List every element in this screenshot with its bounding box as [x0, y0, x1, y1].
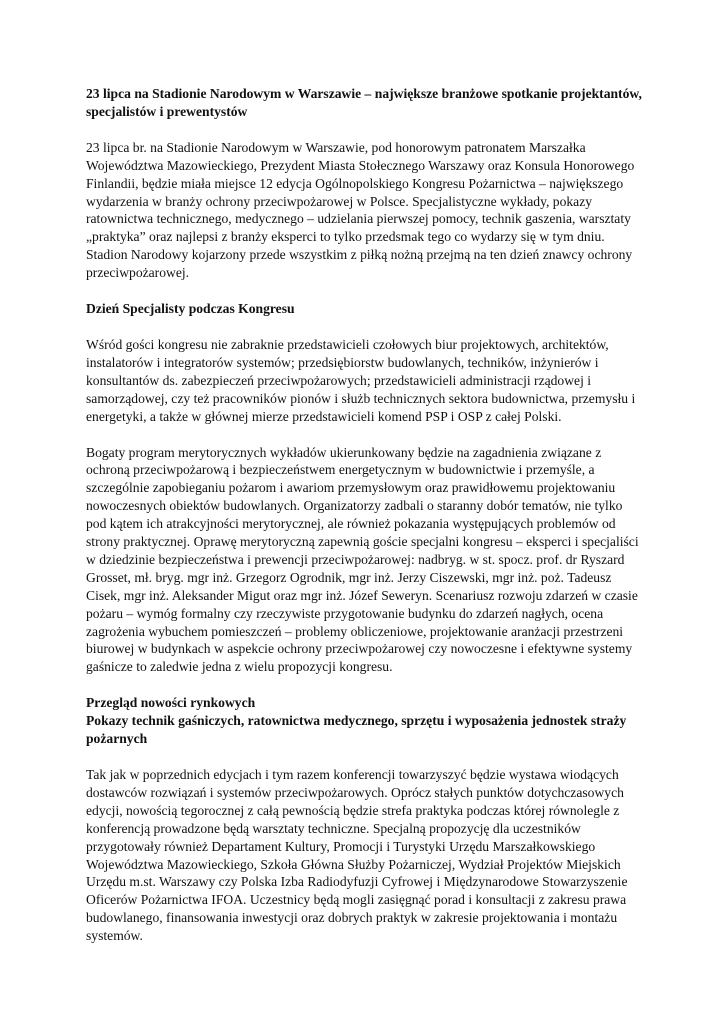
section1-paragraph-2: Bogaty program merytorycznych wykładów ukierunkowany będzie na zagadnienia związane z ochroną przeciwpożarową i bezpieczeństwem energetycznym w budownictwie i przemyśle, a szczególnie zapobieganiu pożarom i awariom przemysłowym oraz prawidłowemu projektowaniu nowoczesnych obiektów budowlanych. Organizatorzy zadbali o staranny dobór tematów, nie tylko pod kątem ich atrakcyjności merytorycznej, ale również pokazania występujących problemów od strony praktycznej. Oprawę merytoryczną zapewnią goście specjalni kongresu – eksperci i specjaliści w dziedzinie bezpieczeństwa i prewencji przeciwpożarowej: nadbryg. w st. spocz. prof. dr Ryszard Grosset, mł. bryg. mgr inż. Grzegorz Ogrodnik, mgr inż. Jerzy Ciszewski, mgr inż. poż. Tadeusz Cisek, mgr inż. Aleksander Migut oraz mgr inż. Józef Seweryn. Scenariusz rozwoju zdarzeń w czasie pożaru – wymóg formalny czy rzeczywiste przygotowanie budynku do zdarzeń nagłych, ocena zagrożenia wybuchem pomieszczeń – problemy obliczeniowe, projektowanie aranżacji przestrzeni biurowej w budynkach w aspekcie ochrony przeciwpożarowej czy nowoczesne i efektywne systemy gaśnicze to zaledwie jedna z wielu propozycji kongresu. [86, 444, 639, 675]
section1-paragraph-1: Wśród gości kongresu nie zabraknie przedstawicieli czołowych biur projektowych, architektów, instalatorów i integratorów systemów; przedsiębiorstw budowlanych, techników, inżynierów i konsultantów ds. zabezpieczeń przeciwpożarowych; przedstawicieli administracji rządowej i samorządowej, czy też pracowników pionów i służb technicznych sektora budownictwa, przemysłu i energetyki, a także w głównej mierze przedstawicieli komend PSP i OSP z całej Polski. [86, 336, 636, 424]
spacer [86, 282, 642, 300]
spacer [86, 426, 642, 444]
section2-paragraph: Tak jak w poprzednich edycjach i tym razem konferencji towarzyszyć będzie wystawa wiodących dostawców rozwiązań i systemów przeciwpożarowych. Oprócz stałych punktów dotychczasowych edycji, nowością tegorocznej z całą pewnością będzie strefa praktyka podczas której równolegle z konferencją prowadzone będą warsztaty techniczne. Specjalną propozycję dla uczestników przygotowały również Departament Kultury, Promocji i Turystyki Urzędu Marszałkowskiego Województwa Mazowieckiego, Szkoła Główna Służby Pożarniczej, Wydział Projektów Miejskich Urzędu m.st. Warszawy czy Polska Izba Radiodyfuzji Cyfrowej i Międzynarodowe Stowarzyszenie Oficerów Pożarnictwa IFOA. Uczestnicy będą mogli zasięgnąć porad i konsultacji z zakresu prawa budowlanego, finansowania inwestycji oraz dobrych praktyk w zakresie projektowania i montażu systemów. [86, 767, 628, 944]
document-title: 23 lipca na Stadionie Narodowym w Warszawie – największe branżowe spotkanie projektantów, specjalistów i prewentystów [86, 86, 642, 119]
spacer [86, 121, 642, 139]
section1-heading: Dzień Specjalisty podczas Kongresu [86, 301, 295, 317]
spacer [86, 318, 642, 336]
spacer [86, 676, 642, 694]
section2-heading-line2: Pokazy technik gaśniczych, ratownictwa medycznego, sprzętu i wyposażenia jednostek straży pożarnych [86, 713, 627, 747]
spacer [86, 748, 642, 766]
document-body [86, 85, 642, 945]
section2-heading-line1: Przegląd nowości rynkowych [86, 695, 256, 711]
intro-paragraph: 23 lipca br. na Stadionie Narodowym w Warszawie, pod honorowym patronatem Marszałka Województwa Mazowieckiego, Prezydent Miasta Stołecznego Warszawy oraz Konsula Honorowego Finlandii, będzie miała miejsce 12 edycja Ogólnopolskiego Kongresu Pożarnictwa – największego wydarzenia w branży ochrony przeciwpożarowej w Polsce. Specjalistyczne wykłady, pokazy ratownictwa technicznego, medycznego – udzielania pierwszej pomocy, technik gaszenia, warsztaty „praktyka” oraz najlepsi z branży eksperci to tylko przedsmak tego co wydarzy się w tym dniu. Stadion Narodowy kojarzony przede wszystkim z piłką nożną przejmą na ten dzień znawcy ochrony przeciwpożarowej. [86, 139, 635, 281]
